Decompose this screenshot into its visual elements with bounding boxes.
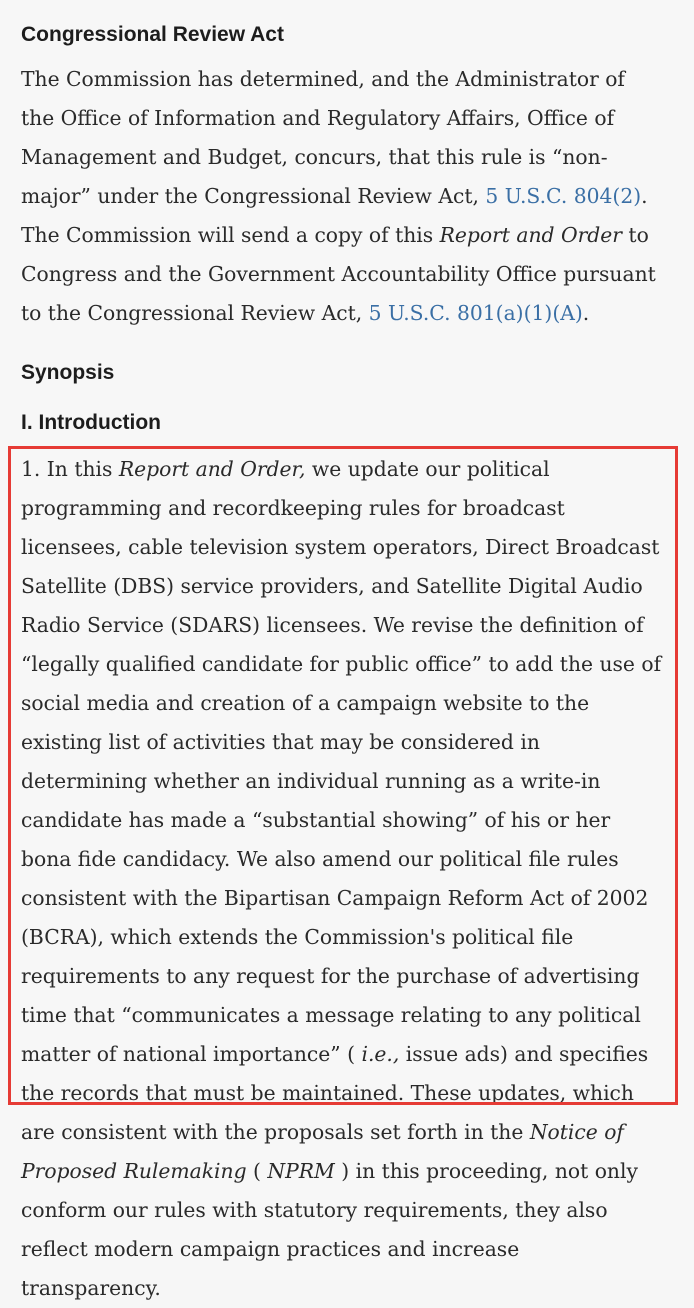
text-segment: to — [621, 223, 649, 247]
text-segment: The Commission will send a copy of this — [21, 223, 440, 247]
paragraph-line: time that “communicates a message relating to any political — [21, 1003, 641, 1027]
paragraph-line — [21, 450, 681, 489]
report-and-order-italic: Report and Order — [439, 223, 622, 247]
text-segment: ) in this proceeding, not only — [334, 1159, 638, 1183]
paragraph-line — [21, 1035, 681, 1074]
paragraph-line: determining whether an individual running as a write-in — [21, 769, 601, 793]
paragraph-line: “legally qualified candidate for public office” to add the use of — [21, 652, 662, 676]
text-segment: we update our political — [305, 457, 550, 481]
section-heading-congressional-review-act: Congressional Review Act — [21, 23, 284, 46]
paragraph-line — [21, 177, 681, 216]
ie-italic: i.e., — [361, 1042, 400, 1066]
paragraph-line: Congress and the Government Accountability Office pursuant — [21, 262, 656, 286]
usc-801-link[interactable]: 5 U.S.C. 801(a)(1)(A) — [368, 301, 583, 325]
introduction-paragraph — [21, 450, 681, 1308]
paragraph-line: reflect modern campaign practices and increase — [21, 1237, 520, 1261]
paragraph-line: conform our rules with statutory requirements, they also — [21, 1198, 608, 1222]
paragraph-line: candidate has made a “substantial showing” of his or her — [21, 808, 611, 832]
congressional-review-act-paragraph — [21, 60, 681, 333]
section-heading-synopsis: Synopsis — [21, 361, 115, 384]
paragraph-line: The Commission has determined, and the Administrator of — [21, 67, 625, 91]
paragraph-line: social media and creation of a campaign website to the — [21, 691, 590, 715]
proposed-rulemaking-italic: Proposed Rulemaking — [21, 1159, 247, 1183]
text-segment: ( — [246, 1159, 268, 1183]
paragraph-line: bona fide candidacy. We also amend our political file rules — [21, 847, 619, 871]
text-segment: . — [582, 301, 590, 325]
notice-of-italic: Notice of — [529, 1120, 624, 1144]
usc-804-link[interactable]: 5 U.S.C. 804(2) — [485, 184, 642, 208]
paragraph-line — [21, 1113, 681, 1152]
nprm-italic: NPRM — [267, 1159, 335, 1183]
section-heading-introduction: I. Introduction — [21, 411, 161, 434]
text-segment: . — [641, 184, 648, 208]
paragraph-line: Radio Service (SDARS) licensees. We revise the definition of — [21, 613, 644, 637]
paragraph-line: the records that must be maintained. These updates, which — [21, 1081, 634, 1105]
paragraph-line: existing list of activities that may be considered in — [21, 730, 540, 754]
paragraph-line: transparency. — [21, 1276, 161, 1300]
paragraph-line: consistent with the Bipartisan Campaign Reform Act of 2002 — [21, 886, 649, 910]
paragraph-line: (BCRA), which extends the Commission's political file — [21, 925, 574, 949]
paragraph-line: Satellite (DBS) service providers, and Satellite Digital Audio — [21, 574, 643, 598]
text-segment: issue ads) and specifies — [399, 1042, 649, 1066]
paragraph-line — [21, 294, 681, 333]
text-segment: to the Congressional Review Act, — [21, 301, 369, 325]
text-segment: matter of national importance” ( — [21, 1042, 362, 1066]
text-segment: major” under the Congressional Review Act, — [21, 184, 486, 208]
text-segment: 1. In this — [21, 457, 119, 481]
paragraph-line: Management and Budget, concurs, that this rule is “non- — [21, 145, 608, 169]
paragraph-line — [21, 1152, 681, 1191]
report-and-order-italic: Report and Order, — [118, 457, 306, 481]
paragraph-line: licensees, cable television system operators, Direct Broadcast — [21, 535, 660, 559]
paragraph-line — [21, 216, 681, 255]
paragraph-line: requirements to any request for the purchase of advertising — [21, 964, 640, 988]
paragraph-line: programming and recordkeeping rules for broadcast — [21, 496, 565, 520]
paragraph-line: the Office of Information and Regulatory Affairs, Office of — [21, 106, 615, 130]
text-segment: are consistent with the proposals set forth in the — [21, 1120, 530, 1144]
